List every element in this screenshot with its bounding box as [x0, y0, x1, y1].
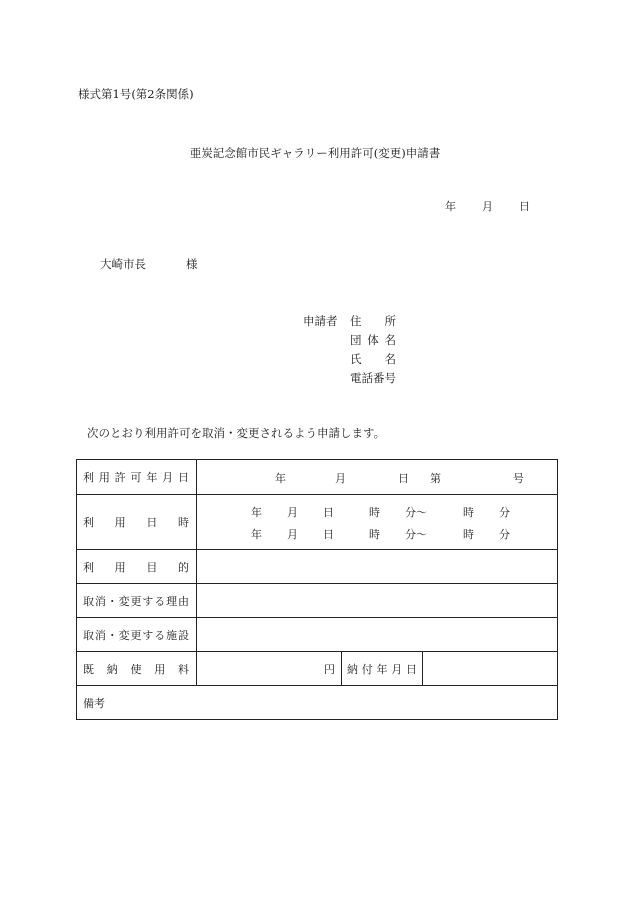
applicant-label: 申請者 — [303, 314, 338, 328]
permit-dai: 第 — [430, 472, 441, 485]
purpose-label: 利 用 目 的 — [77, 550, 197, 584]
usage1-hour2: 時 — [463, 506, 474, 519]
permit-date-field[interactable] — [197, 460, 558, 495]
form-number: 様式第1号(第2条関係) — [78, 87, 194, 101]
usage2-month: 月 — [287, 528, 298, 541]
row-facility — [77, 618, 558, 652]
permit-go: 号 — [513, 472, 524, 485]
row-permit-date — [77, 460, 558, 495]
permit-date-label: 利 用 許 可 年 月 日 — [77, 460, 197, 495]
usage2-minute-to: 分 — [499, 528, 510, 541]
yen-unit: 円 — [324, 662, 335, 676]
addressee — [100, 256, 198, 272]
document-title: 亜炭記念館市民ギャラリー利用許可(変更)申請書 — [189, 146, 441, 160]
usage-datetime-label: 利 用 日 時 — [77, 495, 197, 550]
row-usage-datetime — [77, 495, 558, 550]
facility-label: 取 消 ・ 変 更 す る 施 設 — [77, 618, 197, 652]
application-table — [76, 459, 558, 720]
paid-fee-label: 既 納 使 用 料 — [77, 652, 197, 686]
usage2-day: 日 — [323, 528, 334, 541]
row-purpose — [77, 550, 558, 584]
usage1-day: 日 — [323, 506, 334, 519]
payment-date-label: 納 付 年 月 日 — [342, 652, 423, 686]
reason-field[interactable] — [197, 584, 558, 618]
reason-label: 取 消 ・ 変 更 す る 理 由 — [77, 584, 197, 618]
usage1-minute-from: 分〜 — [405, 506, 427, 519]
applicant-group-label: 団 体 名 — [350, 333, 396, 347]
row-paid-fee — [77, 652, 558, 686]
submission-date — [445, 198, 530, 214]
row-reason — [77, 584, 558, 618]
permit-day: 日 — [398, 472, 409, 485]
usage1-hour: 時 — [369, 506, 380, 519]
permit-month: 月 — [335, 472, 346, 485]
usage1-minute-to: 分 — [499, 506, 510, 519]
facility-field[interactable] — [197, 618, 558, 652]
remarks-label: 備考 — [83, 696, 105, 710]
purpose-field[interactable] — [197, 550, 558, 584]
date-month: 月 — [482, 200, 493, 213]
date-day: 日 — [519, 200, 530, 213]
usage1-year: 年 — [251, 506, 262, 519]
usage2-hour2: 時 — [463, 528, 474, 541]
usage2-year: 年 — [251, 528, 262, 541]
intro-text: 次のとおり利用許可を取消・変更されるよう申請します。 — [87, 426, 386, 440]
applicant-name-label: 氏 名 — [350, 352, 396, 366]
usage2-minute-from: 分〜 — [405, 528, 427, 541]
addressee-name: 大崎市長 — [100, 257, 146, 271]
usage1-month: 月 — [287, 506, 298, 519]
row-remarks — [77, 686, 558, 720]
remarks-cell[interactable] — [77, 686, 558, 720]
usage2-hour: 時 — [369, 528, 380, 541]
applicant-address-label: 住 所 — [350, 314, 396, 328]
date-year: 年 — [445, 200, 456, 213]
addressee-honorific: 様 — [186, 257, 198, 271]
usage-datetime-field[interactable] — [197, 495, 558, 550]
payment-date-field[interactable] — [423, 652, 558, 686]
applicant-phone-label: 電 話 番 号 — [350, 371, 396, 385]
paid-fee-field[interactable] — [197, 652, 342, 686]
permit-year: 年 — [275, 472, 286, 485]
